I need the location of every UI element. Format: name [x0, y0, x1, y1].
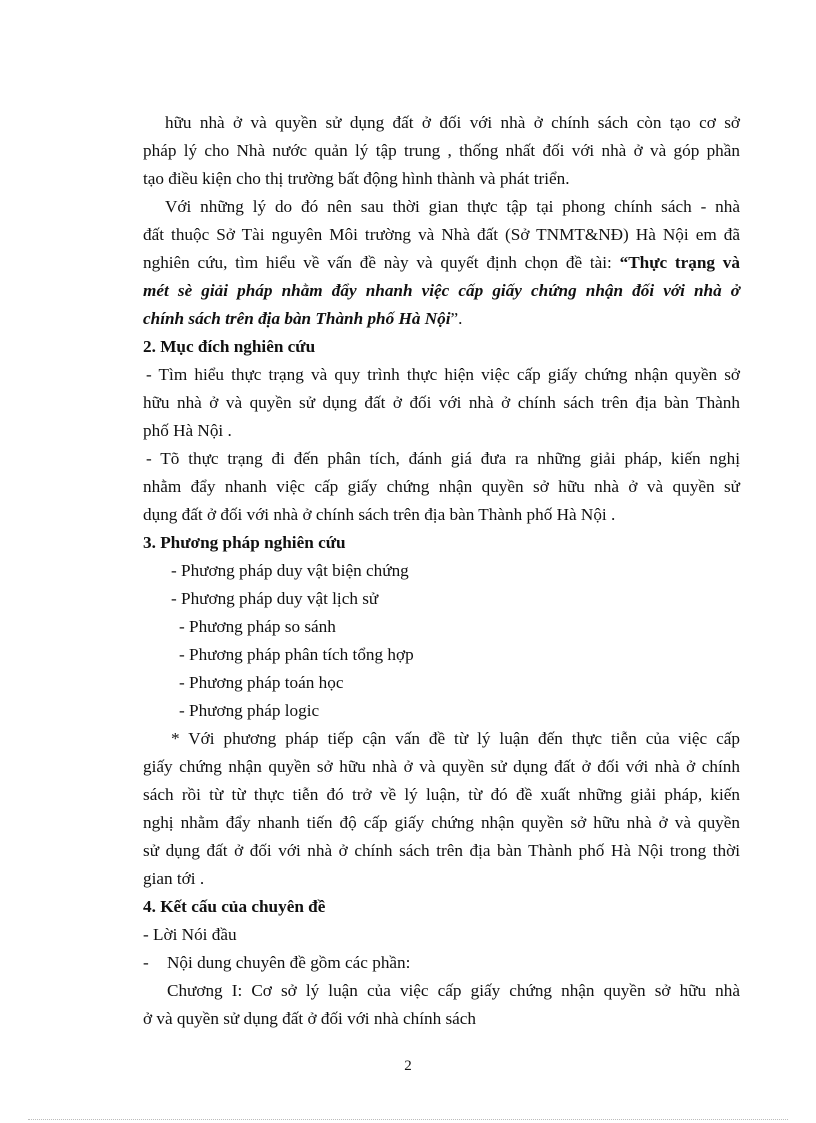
- section-2-item-2-line-2: nhằm đẩy nhanh việc cấp giấy chứng nhận quyền sở hữu nhà ở và quyền sử: [143, 477, 740, 496]
- paragraph-1-line-2: pháp lý cho Nhà nước quản lý tập trung , thống nhất đối với nhà ở và góp phần: [143, 141, 740, 160]
- paragraph-2-line-2: đất thuộc Sở Tài nguyên Môi trường và Nhà đất (Sở TNMT&NĐ) Hà Nội em đã: [143, 225, 740, 244]
- paragraph-2-line-5-bold: chính sách trên địa bàn Thành phố Hà Nội: [143, 309, 451, 328]
- section-2-item-1-line-2: hữu nhà ở và quyền sử dụng đất ở đối với nhà ở chính sách trên địa bàn Thành: [143, 393, 740, 412]
- paragraph-1-line-1: hữu nhà ở và quyền sử dụng đất ở đối với nhà ở chính sách còn tạo cơ sở: [165, 113, 740, 132]
- paragraph-2-line-4: mét sè giải pháp nhằm đẩy nhanh việc cấp giấy chứng nhận đối với nhà ở: [143, 281, 740, 300]
- method-item: - Phương pháp duy vật lịch sử: [171, 589, 379, 608]
- section-3-note-line-1: * Với phương pháp tiếp cận vấn đề từ lý luận đến thực tiễn của việc cấp: [171, 729, 740, 748]
- section-4-item-2-bullet: -: [143, 953, 149, 972]
- section-4-item-2-text: Nội dung chuyên đề gồm các phần:: [167, 953, 411, 972]
- section-3-note-line-3: sách rồi từ từ thực tiễn đó trở về lý luận, từ đó đề xuất những giải pháp, kiến: [143, 785, 740, 804]
- method-item: - Phương pháp logic: [179, 701, 320, 720]
- section-3-note-line-2: giấy chứng nhận quyền sở hữu nhà ở và quyền sử dụng đất ở đối với nhà ở chính: [143, 757, 740, 776]
- paragraph-1-line-3: tạo điều kiện cho thị trường bất động hình thành và phát triển.: [143, 169, 570, 188]
- page-bottom-divider: [28, 1119, 788, 1120]
- method-item: - Phương pháp toán học: [179, 673, 344, 692]
- section-2-item-2-line-3: dụng đất ở đối với nhà ở chính sách trên địa bàn Thành phố Hà Nội .: [143, 505, 616, 524]
- method-item: - Phương pháp duy vật biện chứng: [171, 561, 409, 580]
- section-2-item-1-line-3: phố Hà Nội .: [143, 421, 232, 440]
- section-4-heading: 4. Kết cấu của chuyên đề: [143, 897, 326, 916]
- section-3-heading: 3. Phương pháp nghiên cứu: [143, 533, 346, 552]
- paragraph-2-line-5-end: ”.: [450, 309, 463, 328]
- paragraph-2-line-1: Với những lý do đó nên sau thời gian thực tập tại phong chính sách - nhà: [165, 197, 740, 216]
- page-number: 2: [404, 1058, 412, 1074]
- section-2-item-1-line-1: - Tìm hiểu thực trạng và quy trình thực hiện việc cấp giấy chứng nhận quyền sở: [146, 365, 740, 384]
- section-3-note-line-5: sử dụng đất ở đối với nhà ở chính sách trên địa bàn Thành phố Hà Nội trong thời: [143, 841, 740, 860]
- paragraph-2-line-3: [143, 249, 740, 277]
- section-4-chapter-1-line-1: Chương I: Cơ sở lý luận của việc cấp giấy chứng nhận quyền sở hữu nhà: [167, 981, 740, 1000]
- section-2-item-2-line-1: - Tõ thực trạng đi đến phân tích, đánh giá đưa ra những giải pháp, kiến nghị: [146, 449, 740, 468]
- section-2-heading: 2. Mục đích nghiên cứu: [143, 337, 316, 356]
- paragraph-2-line-3-bold: “Thực trạng và: [619, 253, 740, 272]
- section-3-note-line-6: gian tới .: [143, 869, 205, 888]
- section-4-chapter-1-line-2: ở và quyền sử dụng đất ở đối với nhà chính sách: [143, 1009, 477, 1028]
- method-item: - Phương pháp phân tích tổng hợp: [179, 645, 414, 664]
- paragraph-2-line-3-plain: nghiên cứu, tìm hiểu về vấn đề này và quyết định chọn đề tài:: [143, 253, 620, 272]
- section-3-note-line-4: nghị nhằm đẩy nhanh tiến độ cấp giấy chứng nhận quyền sở hữu nhà ở và quyền: [143, 813, 740, 832]
- section-4-item-1: - Lời Nói đầu: [143, 925, 237, 944]
- paragraph-2-line-5: [143, 305, 740, 333]
- method-item: - Phương pháp so sánh: [179, 617, 336, 636]
